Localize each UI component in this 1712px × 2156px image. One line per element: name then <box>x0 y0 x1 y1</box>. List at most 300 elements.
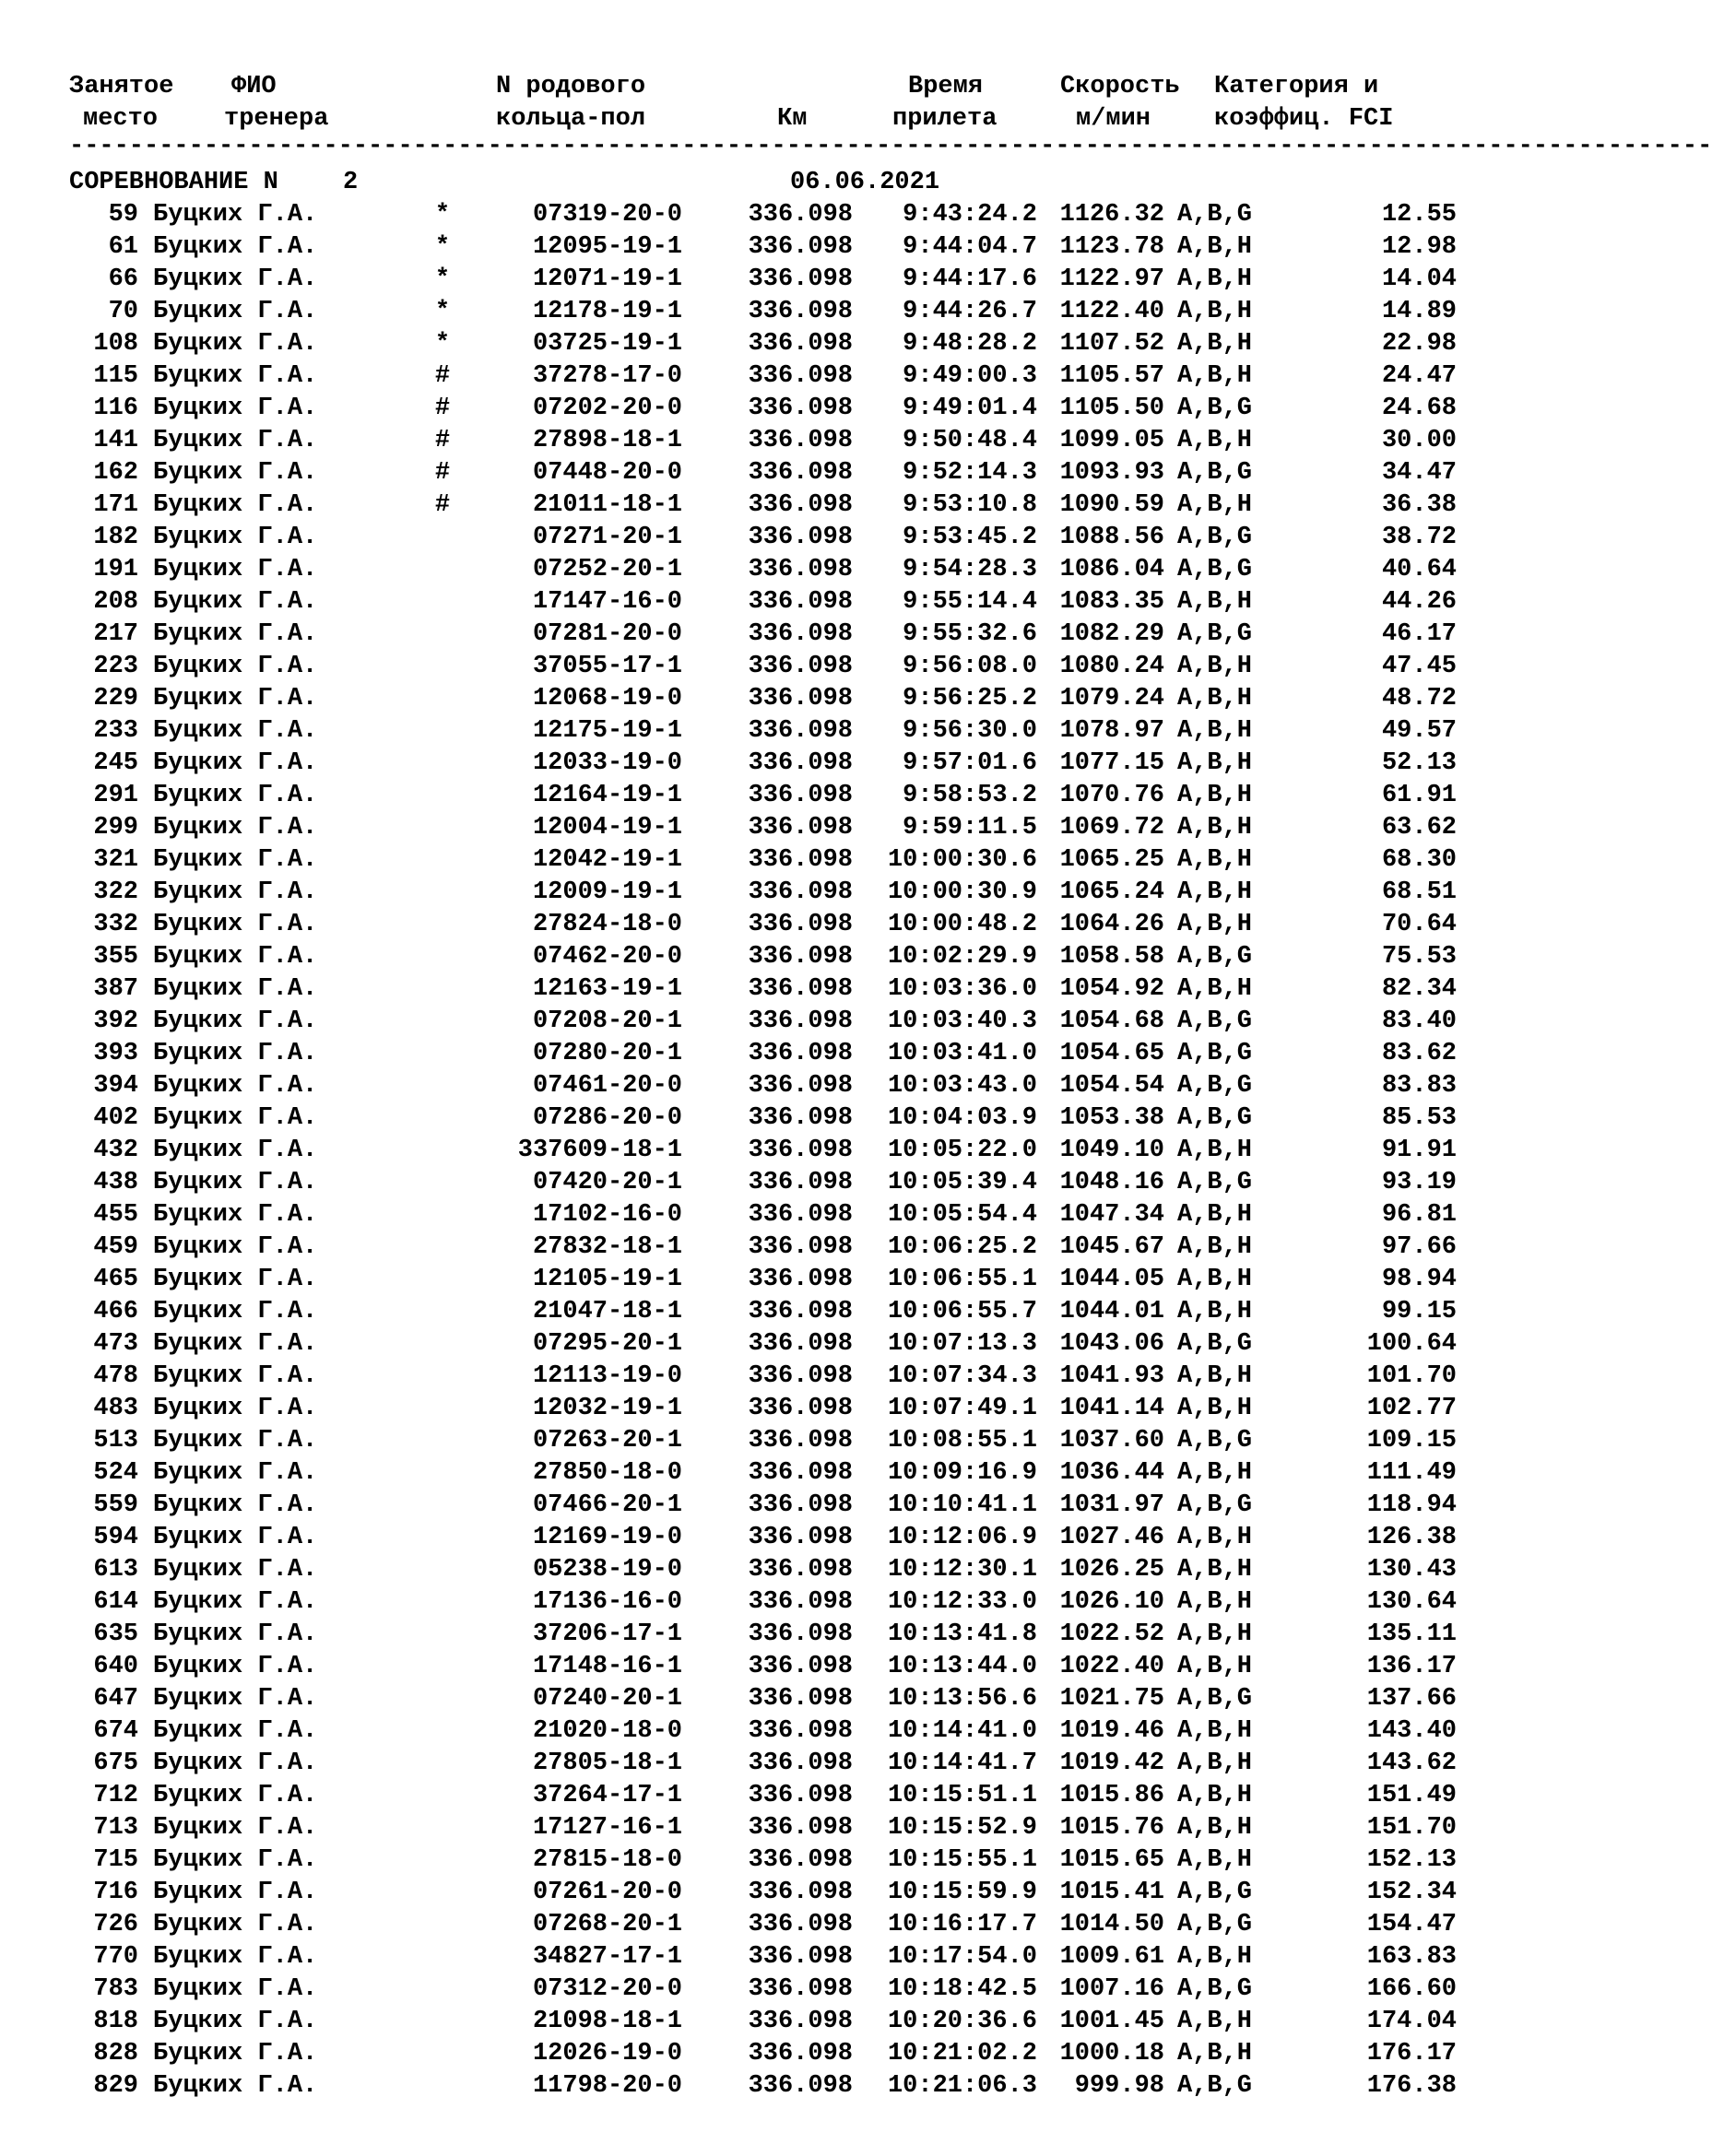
speed-cell: 1044.01 <box>1059 1298 1164 1325</box>
km-cell: 336.098 <box>748 1750 853 1777</box>
place-cell: 191 <box>93 556 138 583</box>
place-cell: 61 <box>108 233 138 261</box>
header-ring-2: кольца-пол <box>496 105 646 133</box>
speed-cell: 1093.93 <box>1059 459 1164 487</box>
place-cell: 455 <box>93 1201 138 1229</box>
time-cell: 9:49:01.4 <box>903 395 1037 422</box>
coach-cell: Буцких Г.А. <box>153 1846 318 1874</box>
coach-cell: Буцких Г.А. <box>153 1556 318 1584</box>
ring-cell: 05238-19-0 <box>532 1556 682 1584</box>
category-cell: A,B,H <box>1177 975 1253 1003</box>
time-cell: 9:53:10.8 <box>903 491 1037 519</box>
place-cell: 473 <box>93 1330 138 1358</box>
place-cell: 171 <box>93 491 138 519</box>
fci-cell: 24.68 <box>1381 395 1457 422</box>
coach-cell: Буцких Г.А. <box>153 1879 318 1906</box>
km-cell: 336.098 <box>748 685 853 713</box>
coach-cell: Буцких Г.А. <box>153 943 318 971</box>
ring-cell: 17127-16-1 <box>532 1814 682 1842</box>
time-cell: 10:14:41.7 <box>887 1750 1037 1777</box>
speed-cell: 1015.86 <box>1059 1782 1164 1809</box>
category-cell: A,B,H <box>1177 1943 1253 1971</box>
km-cell: 336.098 <box>748 1911 853 1938</box>
place-cell: 635 <box>93 1620 138 1648</box>
coach-cell: Буцких Г.А. <box>153 975 318 1003</box>
km-cell: 336.098 <box>748 1685 853 1713</box>
ring-cell: 27815-18-0 <box>532 1846 682 1874</box>
fci-cell: 130.43 <box>1366 1556 1457 1584</box>
fci-cell: 93.19 <box>1381 1169 1457 1196</box>
time-cell: 9:49:00.3 <box>903 362 1037 390</box>
speed-cell: 1105.57 <box>1059 362 1164 390</box>
km-cell: 336.098 <box>748 1362 853 1390</box>
time-cell: 10:09:16.9 <box>887 1459 1037 1487</box>
place-cell: 245 <box>93 749 138 777</box>
place-cell: 432 <box>93 1137 138 1164</box>
mark-cell: # <box>434 362 451 390</box>
coach-cell: Буцких Г.А. <box>153 362 318 390</box>
coach-cell: Буцких Г.А. <box>153 233 318 261</box>
coach-cell: Буцких Г.А. <box>153 1362 318 1390</box>
category-cell: A,B,H <box>1177 1588 1253 1616</box>
category-cell: A,B,G <box>1177 1169 1253 1196</box>
category-cell: A,B,H <box>1177 814 1253 842</box>
speed-cell: 1019.42 <box>1059 1750 1164 1777</box>
time-cell: 9:43:24.2 <box>903 201 1037 229</box>
coach-cell: Буцких Г.А. <box>153 1459 318 1487</box>
time-cell: 10:00:30.9 <box>887 878 1037 906</box>
speed-cell: 1022.40 <box>1059 1653 1164 1680</box>
km-cell: 336.098 <box>748 653 853 680</box>
km-cell: 336.098 <box>748 1169 853 1196</box>
speed-cell: 1047.34 <box>1059 1201 1164 1229</box>
category-cell: A,B,H <box>1177 1137 1253 1164</box>
km-cell: 336.098 <box>748 1459 853 1487</box>
km-cell: 336.098 <box>748 362 853 390</box>
coach-cell: Буцких Г.А. <box>153 201 318 229</box>
ring-cell: 07263-20-1 <box>532 1427 682 1455</box>
fci-cell: 137.66 <box>1366 1685 1457 1713</box>
km-cell: 336.098 <box>748 1620 853 1648</box>
speed-cell: 1009.61 <box>1059 1943 1164 1971</box>
place-cell: 108 <box>93 330 138 358</box>
speed-cell: 1077.15 <box>1059 749 1164 777</box>
coach-cell: Буцких Г.А. <box>153 1782 318 1809</box>
ring-cell: 12095-19-1 <box>532 233 682 261</box>
ring-cell: 07461-20-0 <box>532 1072 682 1100</box>
speed-cell: 1058.58 <box>1059 943 1164 971</box>
category-cell: A,B,H <box>1177 330 1253 358</box>
km-cell: 336.098 <box>748 975 853 1003</box>
km-cell: 336.098 <box>748 1072 853 1100</box>
coach-cell: Буцких Г.А. <box>153 1298 318 1325</box>
category-cell: A,B,H <box>1177 717 1253 745</box>
coach-cell: Буцких Г.А. <box>153 814 318 842</box>
time-cell: 10:13:44.0 <box>887 1653 1037 1680</box>
fci-cell: 166.60 <box>1366 1975 1457 2003</box>
coach-cell: Буцких Г.А. <box>153 1588 318 1616</box>
time-cell: 10:04:03.9 <box>887 1104 1037 1132</box>
speed-cell: 1054.65 <box>1059 1040 1164 1067</box>
category-cell: A,B,H <box>1177 2040 1253 2068</box>
fci-cell: 151.70 <box>1366 1814 1457 1842</box>
time-cell: 10:12:30.1 <box>887 1556 1037 1584</box>
ring-cell: 337609-18-1 <box>517 1137 682 1164</box>
ring-cell: 27850-18-0 <box>532 1459 682 1487</box>
category-cell: A,B,H <box>1177 427 1253 454</box>
coach-cell: Буцких Г.А. <box>153 265 318 293</box>
coach-cell: Буцких Г.А. <box>153 1814 318 1842</box>
category-cell: A,B,G <box>1177 1685 1253 1713</box>
ring-cell: 21047-18-1 <box>532 1298 682 1325</box>
coach-cell: Буцких Г.А. <box>153 459 318 487</box>
fci-cell: 111.49 <box>1366 1459 1457 1487</box>
km-cell: 336.098 <box>748 1427 853 1455</box>
category-cell: A,B,G <box>1177 620 1253 648</box>
ring-cell: 27832-18-1 <box>532 1233 682 1261</box>
fci-cell: 40.64 <box>1381 556 1457 583</box>
time-cell: 9:53:45.2 <box>903 524 1037 551</box>
category-cell: A,B,H <box>1177 265 1253 293</box>
speed-cell: 1123.78 <box>1059 233 1164 261</box>
fci-cell: 46.17 <box>1381 620 1457 648</box>
ring-cell: 07295-20-1 <box>532 1330 682 1358</box>
coach-cell: Буцких Г.А. <box>153 717 318 745</box>
speed-cell: 1079.24 <box>1059 685 1164 713</box>
place-cell: 116 <box>93 395 138 422</box>
km-cell: 336.098 <box>748 1556 853 1584</box>
speed-cell: 1041.93 <box>1059 1362 1164 1390</box>
category-cell: A,B,H <box>1177 1750 1253 1777</box>
category-cell: A,B,G <box>1177 459 1253 487</box>
time-cell: 9:44:04.7 <box>903 233 1037 261</box>
time-cell: 10:07:34.3 <box>887 1362 1037 1390</box>
speed-cell: 1027.46 <box>1059 1524 1164 1551</box>
coach-cell: Буцких Г.А. <box>153 1201 318 1229</box>
speed-cell: 1036.44 <box>1059 1459 1164 1487</box>
speed-cell: 1026.10 <box>1059 1588 1164 1616</box>
fci-cell: 83.40 <box>1381 1007 1457 1035</box>
km-cell: 336.098 <box>748 1233 853 1261</box>
place-cell: 466 <box>93 1298 138 1325</box>
fci-cell: 75.53 <box>1381 943 1457 971</box>
speed-cell: 1090.59 <box>1059 491 1164 519</box>
place-cell: 770 <box>93 1943 138 1971</box>
place-cell: 559 <box>93 1491 138 1519</box>
time-cell: 10:14:41.0 <box>887 1717 1037 1745</box>
coach-cell: Буцких Г.А. <box>153 588 318 616</box>
category-cell: A,B,H <box>1177 1846 1253 1874</box>
category-cell: A,B,G <box>1177 943 1253 971</box>
category-cell: A,B,G <box>1177 1427 1253 1455</box>
coach-cell: Буцких Г.А. <box>153 1137 318 1164</box>
fci-cell: 152.13 <box>1366 1846 1457 1874</box>
time-cell: 10:15:51.1 <box>887 1782 1037 1809</box>
time-cell: 10:05:39.4 <box>887 1169 1037 1196</box>
coach-cell: Буцких Г.А. <box>153 1943 318 1971</box>
fci-cell: 83.62 <box>1381 1040 1457 1067</box>
place-cell: 640 <box>93 1653 138 1680</box>
ring-cell: 12026-19-0 <box>532 2040 682 2068</box>
coach-cell: Буцких Г.А. <box>153 846 318 874</box>
coach-cell: Буцких Г.А. <box>153 749 318 777</box>
fci-cell: 14.89 <box>1381 298 1457 325</box>
km-cell: 336.098 <box>748 717 853 745</box>
coach-cell: Буцких Г.А. <box>153 620 318 648</box>
speed-cell: 1044.05 <box>1059 1266 1164 1293</box>
speed-cell: 1037.60 <box>1059 1427 1164 1455</box>
time-cell: 10:17:54.0 <box>887 1943 1037 1971</box>
fci-cell: 85.53 <box>1381 1104 1457 1132</box>
coach-cell: Буцких Г.А. <box>153 1975 318 2003</box>
ring-cell: 17136-16-0 <box>532 1588 682 1616</box>
speed-cell: 1078.97 <box>1059 717 1164 745</box>
km-cell: 336.098 <box>748 1879 853 1906</box>
coach-cell: Буцких Г.А. <box>153 2040 318 2068</box>
speed-cell: 1000.18 <box>1059 2040 1164 2068</box>
coach-cell: Буцких Г.А. <box>153 1491 318 1519</box>
ring-cell: 07466-20-1 <box>532 1491 682 1519</box>
place-cell: 726 <box>93 1911 138 1938</box>
category-cell: A,B,H <box>1177 233 1253 261</box>
fci-cell: 83.83 <box>1381 1072 1457 1100</box>
ring-cell: 07208-20-1 <box>532 1007 682 1035</box>
place-cell: 524 <box>93 1459 138 1487</box>
place-cell: 393 <box>93 1040 138 1067</box>
place-cell: 829 <box>93 2072 138 2100</box>
coach-cell: Буцких Г.А. <box>153 1266 318 1293</box>
km-cell: 336.098 <box>748 1137 853 1164</box>
fci-cell: 100.64 <box>1366 1330 1457 1358</box>
category-cell: A,B,H <box>1177 2008 1253 2035</box>
speed-cell: 1086.04 <box>1059 556 1164 583</box>
category-cell: A,B,H <box>1177 1524 1253 1551</box>
time-cell: 10:05:22.0 <box>887 1137 1037 1164</box>
ring-cell: 17148-16-1 <box>532 1653 682 1680</box>
ring-cell: 37264-17-1 <box>532 1782 682 1809</box>
speed-cell: 999.98 <box>1074 2072 1164 2100</box>
ring-cell: 27824-18-0 <box>532 911 682 938</box>
category-cell: A,B,G <box>1177 1911 1253 1938</box>
ring-cell: 07240-20-1 <box>532 1685 682 1713</box>
speed-cell: 1049.10 <box>1059 1137 1164 1164</box>
time-cell: 9:55:32.6 <box>903 620 1037 648</box>
category-cell: A,B,H <box>1177 1201 1253 1229</box>
fci-cell: 152.34 <box>1366 1879 1457 1906</box>
coach-cell: Буцких Г.А. <box>153 330 318 358</box>
speed-cell: 1064.26 <box>1059 911 1164 938</box>
fci-cell: 12.98 <box>1381 233 1457 261</box>
coach-cell: Буцких Г.А. <box>153 653 318 680</box>
place-cell: 291 <box>93 782 138 809</box>
time-cell: 10:15:55.1 <box>887 1846 1037 1874</box>
coach-cell: Буцких Г.А. <box>153 1395 318 1422</box>
place-cell: 208 <box>93 588 138 616</box>
category-cell: A,B,G <box>1177 2072 1253 2100</box>
category-cell: A,B,G <box>1177 1330 1253 1358</box>
km-cell: 336.098 <box>748 1943 853 1971</box>
time-cell: 10:21:06.3 <box>887 2072 1037 2100</box>
header-place-2: место <box>83 105 159 133</box>
header-speed-2: м/мин <box>1076 105 1151 133</box>
category-cell: A,B,H <box>1177 911 1253 938</box>
speed-cell: 1015.41 <box>1059 1879 1164 1906</box>
ring-cell: 07286-20-0 <box>532 1104 682 1132</box>
km-cell: 336.098 <box>748 1266 853 1293</box>
place-cell: 402 <box>93 1104 138 1132</box>
place-cell: 332 <box>93 911 138 938</box>
ring-cell: 12113-19-0 <box>532 1362 682 1390</box>
place-cell: 465 <box>93 1266 138 1293</box>
category-cell: A,B,H <box>1177 653 1253 680</box>
km-cell: 336.098 <box>748 1588 853 1616</box>
fci-cell: 151.49 <box>1366 1782 1457 1809</box>
ring-cell: 12068-19-0 <box>532 685 682 713</box>
mark-cell: * <box>434 330 451 358</box>
ring-cell: 21011-18-1 <box>532 491 682 519</box>
place-cell: 299 <box>93 814 138 842</box>
competition-label: СОРЕВНОВАНИЕ N <box>69 169 278 196</box>
km-cell: 336.098 <box>748 556 853 583</box>
category-cell: A,B,H <box>1177 1395 1253 1422</box>
coach-cell: Буцких Г.А. <box>153 1524 318 1551</box>
ring-cell: 21098-18-1 <box>532 2008 682 2035</box>
time-cell: 9:54:28.3 <box>903 556 1037 583</box>
ring-cell: 12033-19-0 <box>532 749 682 777</box>
ring-cell: 07312-20-0 <box>532 1975 682 2003</box>
km-cell: 336.098 <box>748 427 853 454</box>
ring-cell: 37055-17-1 <box>532 653 682 680</box>
time-cell: 9:48:28.2 <box>903 330 1037 358</box>
header-coach: ФИО <box>231 73 277 100</box>
ring-cell: 12032-19-1 <box>532 1395 682 1422</box>
fci-cell: 82.34 <box>1381 975 1457 1003</box>
ring-cell: 12175-19-1 <box>532 717 682 745</box>
km-cell: 336.098 <box>748 1491 853 1519</box>
time-cell: 9:59:11.5 <box>903 814 1037 842</box>
km-cell: 336.098 <box>748 588 853 616</box>
fci-cell: 101.70 <box>1366 1362 1457 1390</box>
place-cell: 513 <box>93 1427 138 1455</box>
speed-cell: 1122.97 <box>1059 265 1164 293</box>
place-cell: 321 <box>93 846 138 874</box>
header-category-2: коэффиц. FCI <box>1214 105 1394 133</box>
category-cell: A,B,H <box>1177 846 1253 874</box>
category-cell: A,B,G <box>1177 1491 1253 1519</box>
category-cell: A,B,H <box>1177 1717 1253 1745</box>
place-cell: 162 <box>93 459 138 487</box>
ring-cell: 07261-20-0 <box>532 1879 682 1906</box>
place-cell: 828 <box>93 2040 138 2068</box>
category-cell: A,B,G <box>1177 1975 1253 2003</box>
ring-cell: 07202-20-0 <box>532 395 682 422</box>
fci-cell: 135.11 <box>1366 1620 1457 1648</box>
header-line-1 <box>69 71 1379 103</box>
coach-cell: Буцких Г.А. <box>153 395 318 422</box>
fci-cell: 97.66 <box>1381 1233 1457 1261</box>
time-cell: 10:02:29.9 <box>887 943 1037 971</box>
speed-cell: 1065.25 <box>1059 846 1164 874</box>
time-cell: 9:55:14.4 <box>903 588 1037 616</box>
km-cell: 336.098 <box>748 330 853 358</box>
speed-cell: 1082.29 <box>1059 620 1164 648</box>
category-cell: A,B,G <box>1177 1040 1253 1067</box>
category-cell: A,B,G <box>1177 1104 1253 1132</box>
time-cell: 10:10:41.1 <box>887 1491 1037 1519</box>
fci-cell: 174.04 <box>1366 2008 1457 2035</box>
speed-cell: 1070.76 <box>1059 782 1164 809</box>
km-cell: 336.098 <box>748 1782 853 1809</box>
speed-cell: 1001.45 <box>1059 2008 1164 2035</box>
time-cell: 9:52:14.3 <box>903 459 1037 487</box>
km-cell: 336.098 <box>748 1007 853 1035</box>
place-cell: 712 <box>93 1782 138 1809</box>
km-cell: 336.098 <box>748 814 853 842</box>
time-cell: 9:44:26.7 <box>903 298 1037 325</box>
speed-cell: 1026.25 <box>1059 1556 1164 1584</box>
coach-cell: Буцких Г.А. <box>153 1427 318 1455</box>
coach-cell: Буцких Г.А. <box>153 1169 318 1196</box>
speed-cell: 1054.68 <box>1059 1007 1164 1035</box>
place-cell: 66 <box>108 265 138 293</box>
speed-cell: 1022.52 <box>1059 1620 1164 1648</box>
fci-cell: 70.64 <box>1381 911 1457 938</box>
coach-cell: Буцких Г.А. <box>153 1750 318 1777</box>
place-cell: 141 <box>93 427 138 454</box>
time-cell: 10:13:41.8 <box>887 1620 1037 1648</box>
place-cell: 713 <box>93 1814 138 1842</box>
category-cell: A,B,H <box>1177 362 1253 390</box>
category-cell: A,B,H <box>1177 491 1253 519</box>
fci-cell: 154.47 <box>1366 1911 1457 1938</box>
ring-cell: 27805-18-1 <box>532 1750 682 1777</box>
time-cell: 10:18:42.5 <box>887 1975 1037 2003</box>
ring-cell: 17102-16-0 <box>532 1201 682 1229</box>
ring-cell: 11798-20-0 <box>532 2072 682 2100</box>
speed-cell: 1126.32 <box>1059 201 1164 229</box>
speed-cell: 1054.92 <box>1059 975 1164 1003</box>
place-cell: 675 <box>93 1750 138 1777</box>
coach-cell: Буцких Г.А. <box>153 491 318 519</box>
time-cell: 10:07:13.3 <box>887 1330 1037 1358</box>
category-cell: A,B,H <box>1177 298 1253 325</box>
ring-cell: 07271-20-1 <box>532 524 682 551</box>
km-cell: 336.098 <box>748 943 853 971</box>
category-cell: A,B,G <box>1177 556 1253 583</box>
km-cell: 336.098 <box>748 2008 853 2035</box>
category-cell: A,B,G <box>1177 395 1253 422</box>
time-cell: 10:08:55.1 <box>887 1427 1037 1455</box>
time-cell: 10:12:06.9 <box>887 1524 1037 1551</box>
coach-cell: Буцких Г.А. <box>153 1685 318 1713</box>
place-cell: 387 <box>93 975 138 1003</box>
place-cell: 322 <box>93 878 138 906</box>
place-cell: 392 <box>93 1007 138 1035</box>
fci-cell: 61.91 <box>1381 782 1457 809</box>
category-cell: A,B,H <box>1177 1814 1253 1842</box>
coach-cell: Буцких Г.А. <box>153 298 318 325</box>
place-cell: 715 <box>93 1846 138 1874</box>
ring-cell: 07462-20-0 <box>532 943 682 971</box>
time-cell: 10:07:49.1 <box>887 1395 1037 1422</box>
header-time: Время <box>908 73 984 100</box>
mark-cell: # <box>434 459 451 487</box>
coach-cell: Буцких Г.А. <box>153 1330 318 1358</box>
fci-cell: 98.94 <box>1381 1266 1457 1293</box>
speed-cell: 1007.16 <box>1059 1975 1164 2003</box>
fci-cell: 38.72 <box>1381 524 1457 551</box>
coach-cell: Буцких Г.А. <box>153 1007 318 1035</box>
